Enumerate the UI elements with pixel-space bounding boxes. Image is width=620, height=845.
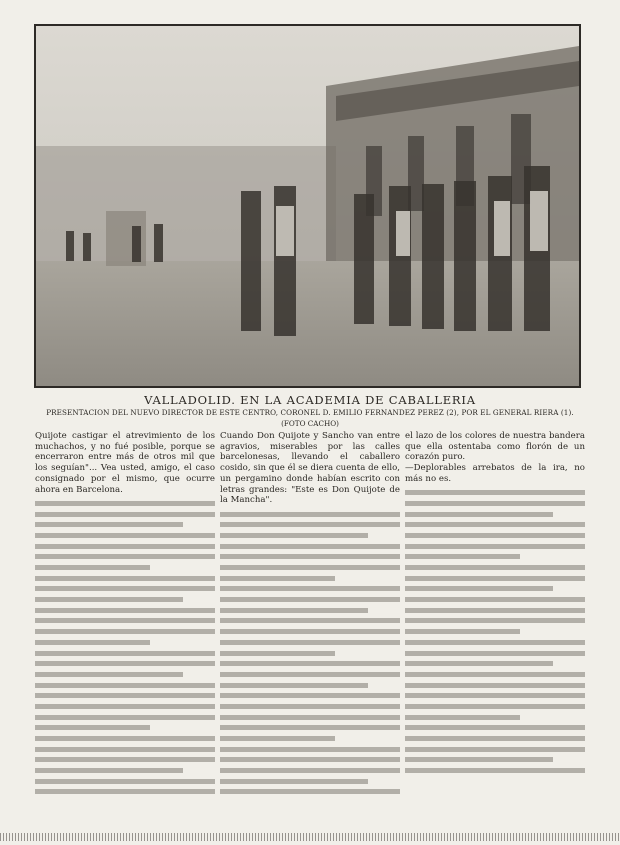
article-paragraph: Quijote castigar el atrevimiento de los muchachos, y no fué posible, porque se encerraron entre más de otros mil que los seguían"... Vea usted, amigo, el caso consignado por el mismo, que ocurre ahora en Barcelona. bbox=[35, 431, 215, 495]
article-column-1 bbox=[35, 431, 215, 831]
article-column-3 bbox=[405, 431, 585, 831]
article-photo bbox=[34, 24, 581, 388]
photo-illustration bbox=[36, 26, 579, 386]
photo-credit: (FOTO CACHO) bbox=[281, 419, 339, 428]
article-paragraph: el lazo de los colores de nuestra bandera que ella ostentaba como florón de un corazón puro. bbox=[405, 431, 585, 463]
article-paragraph: —Deplorables arrebatos de la ira, no más no es. bbox=[405, 463, 585, 484]
photo-subtitle: PRESENTACION DEL NUEVO DIRECTOR DE ESTE CENTRO, CORONEL D. EMILIO FERNANDEZ PEREZ (2), POR EL GENERAL RIERA (1). bbox=[46, 408, 574, 417]
photo-title: VALLADOLID. EN LA ACADEMIA DE CABALLERIA bbox=[144, 393, 476, 407]
article-column-2 bbox=[220, 431, 400, 831]
article-paragraph: Cuando Don Quijote y Sancho van entre agravios, miserables por las calles barcelonesas, llevando el caballero cosido, sin que él se diera cuenta de ello, un pergamino donde habían escrito con letras grandes: "Este es Don Quijote de la Mancha". bbox=[220, 431, 400, 506]
page-border-rule bbox=[0, 833, 620, 841]
